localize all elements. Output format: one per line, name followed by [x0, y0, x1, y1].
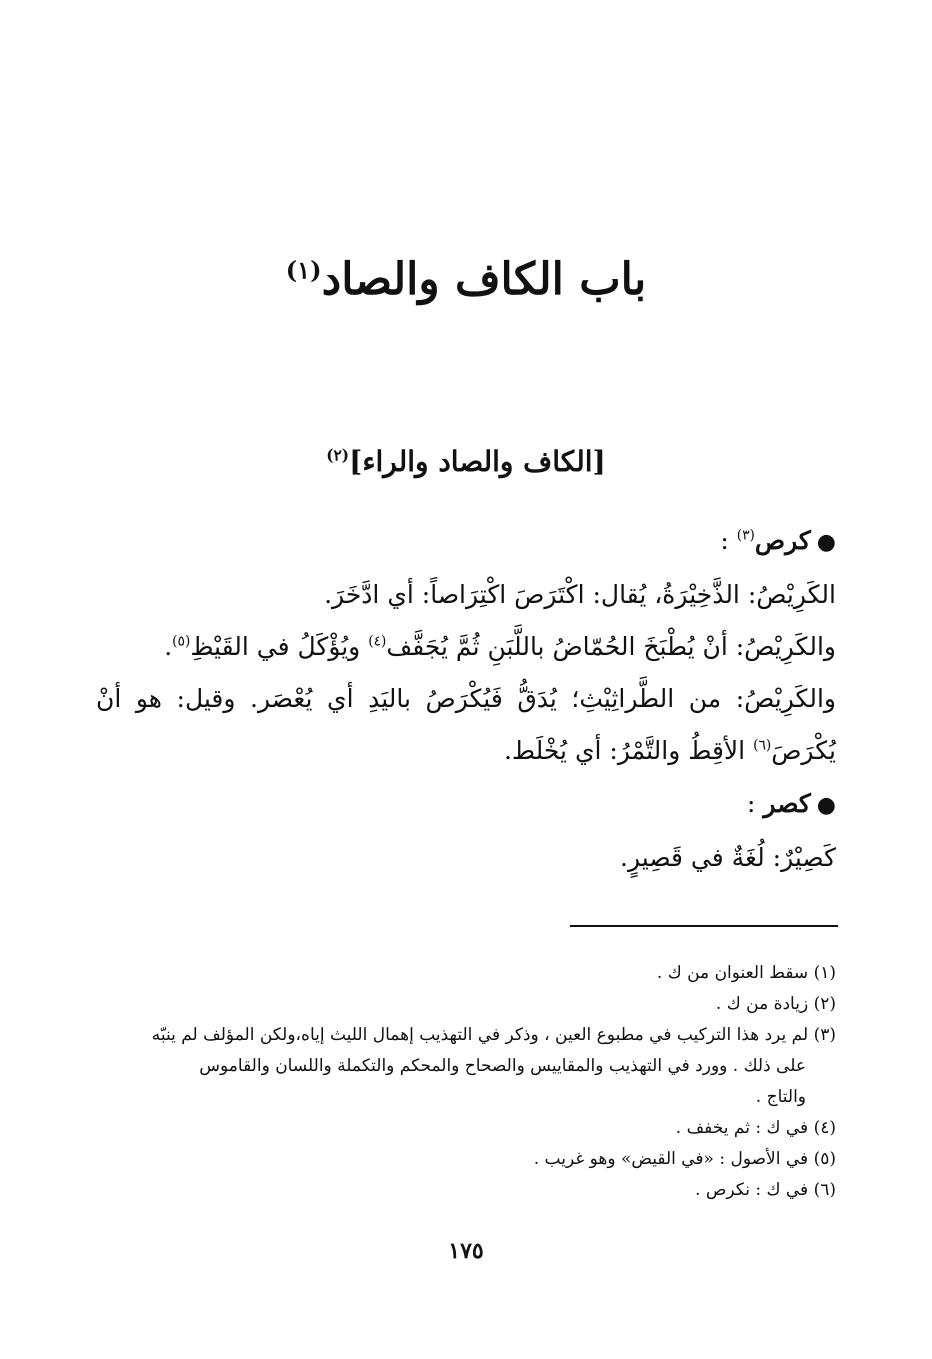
- footnote-ref-5: (٥): [172, 633, 191, 650]
- entry-line: [96, 725, 836, 777]
- entry-line-part: والكَرِيْصُ: أنْ يُطْبَخَ الحُمّاضُ باللَّبَنِ ثُمَّ يُجَفَّف: [386, 632, 836, 661]
- footnote: (٤) في ك : ثم يخفف .: [675, 1118, 836, 1138]
- entry-karas: [96, 515, 836, 777]
- footnote-separator: [570, 925, 838, 927]
- bullet-icon: ●: [816, 530, 836, 555]
- entry-heading: [96, 515, 836, 569]
- footnotes: [100, 958, 836, 1206]
- entry-head-colon: :: [747, 789, 756, 818]
- chapter-title-text: باب الكاف والصاد: [321, 254, 647, 305]
- chapter-title: [0, 248, 932, 312]
- bullet-icon: ●: [816, 793, 836, 818]
- footnote: (٦) في ك : نكرص .: [695, 1180, 836, 1200]
- entry-line: الكَرِيْصُ: الذَّخِيْرَةُ، يُقال: اكْتَرَصَ اكْتِرَاصاً: أي ادَّخَرَ.: [324, 580, 836, 609]
- chapter-title-footnote-ref: (١): [285, 255, 322, 285]
- footnote-ref-6: (٦): [753, 737, 772, 754]
- entry-line: والكَرِيْصُ: من الطَّراثِيْثِ؛ يُدَقُّ فَيُكْرَصُ باليَدِ أي يُعْصَر. وقيل: هو أنْ: [96, 684, 836, 713]
- entry-line: كَصِيْرٌ: لُغَةٌ في قَصِيرٍ.: [620, 843, 836, 872]
- footnote-continuation: على ذلك . وورد في التهذيب والمقاييس والصحاح والمحكم والتكملة واللسان والقاموس: [199, 1056, 806, 1076]
- entry-line-part: يُكْرَصَ: [771, 736, 836, 765]
- entry-line-part: .: [164, 632, 173, 661]
- section-title-footnote-ref: (٢): [326, 446, 350, 465]
- footnote: (١) سقط العنوان من ك .: [656, 963, 836, 983]
- entry-head-word: كرص: [754, 526, 811, 555]
- footnote-ref-4: (٤): [368, 633, 387, 650]
- entry-line-part: الأقِطُ والتَّمْرُ: أي يُخْلَط.: [503, 736, 754, 765]
- section-title: [0, 440, 932, 484]
- entry-head-colon: :: [720, 526, 729, 555]
- entry-head-footnote-ref: (٣): [736, 527, 755, 544]
- footnote-continuation: والتاج .: [755, 1087, 806, 1107]
- footnote: (٢) زيادة من ك .: [715, 994, 836, 1014]
- entry-kasar: [96, 778, 836, 884]
- entry-line-part: ويُؤْكَلُ في القَيْظِ: [190, 632, 369, 661]
- section-title-text: [الكاف والصاد والراء]: [349, 445, 606, 478]
- footnote: (٣) لم يرد هذا التركيب في مطبوع العين ، وذكر في التهذيب إهمال الليث إياه،ولكن المؤلف لم ينبّه: [151, 1025, 836, 1045]
- page-number: ١٧٥: [448, 1238, 484, 1264]
- entry-head-word: كصر: [763, 789, 811, 818]
- footnote: (٥) في الأصول : «في القيض» وهو غريب .: [533, 1149, 836, 1169]
- entry-line: [96, 621, 836, 673]
- entry-heading: [96, 778, 836, 832]
